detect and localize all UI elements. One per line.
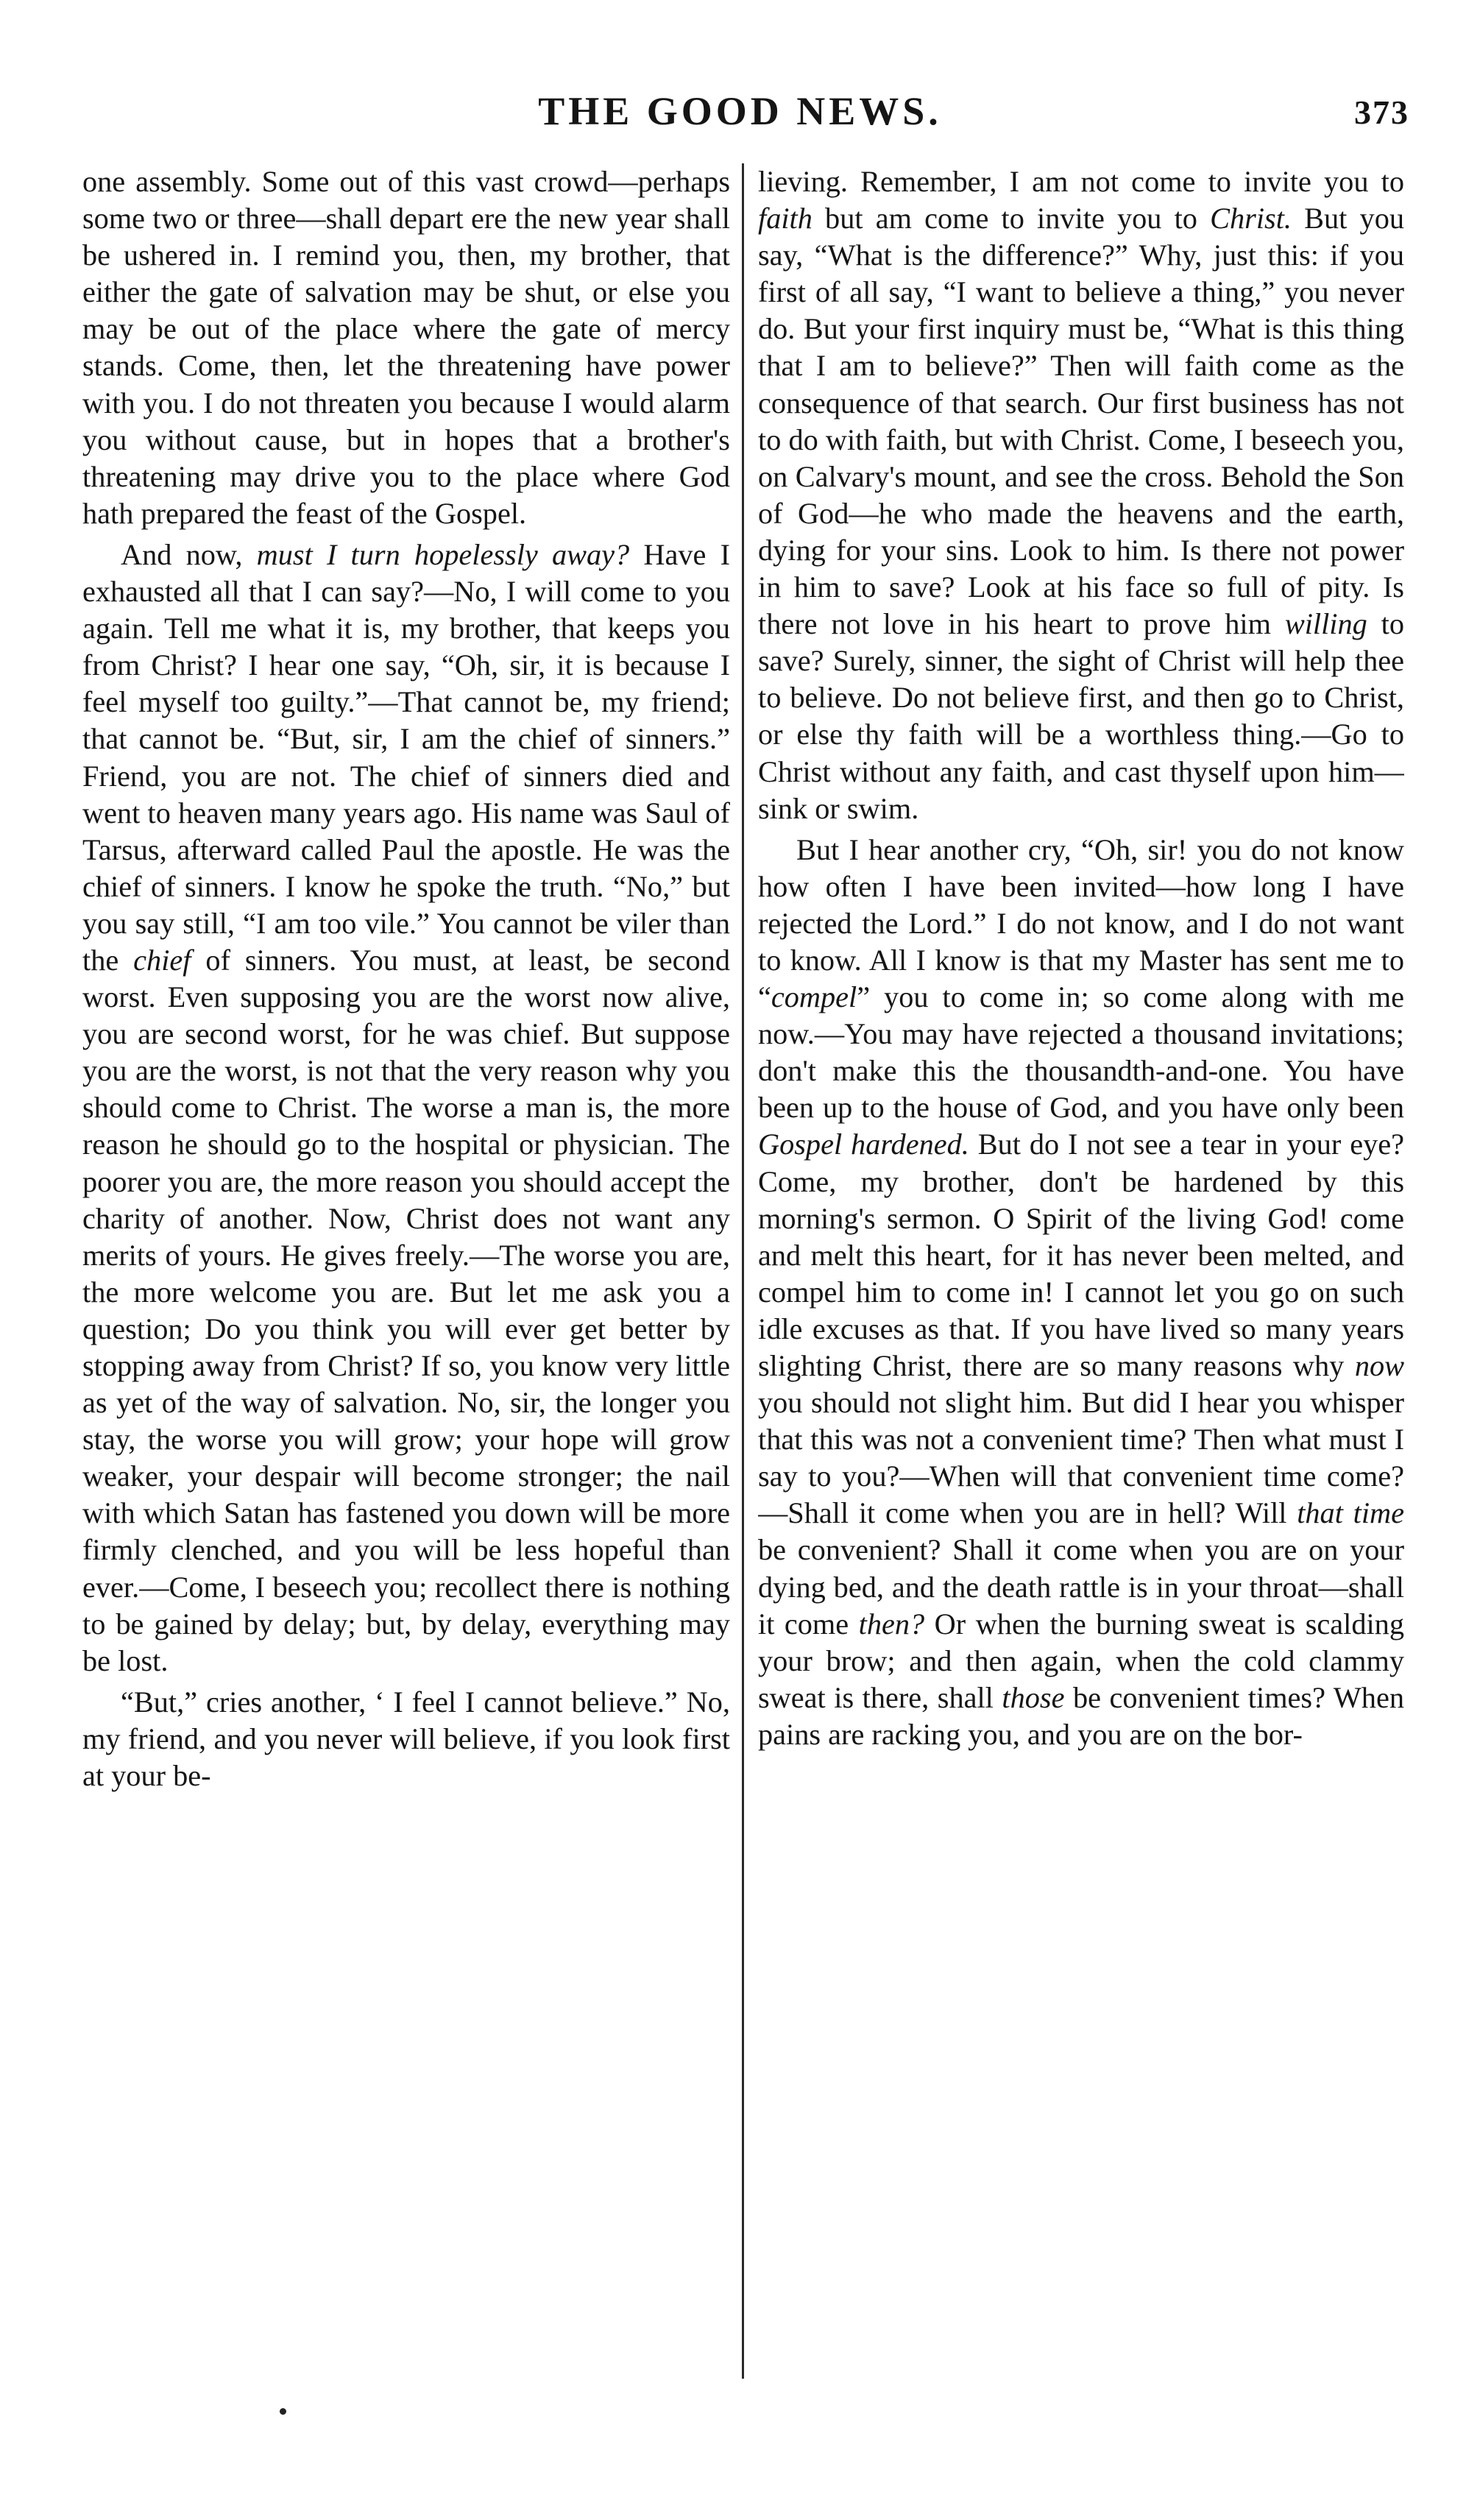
left-column	[82, 163, 730, 2415]
paragraph-text: be convenient times? When pains are racking you, and you are on the bor-	[758, 1680, 1404, 1751]
paragraph	[758, 163, 1404, 827]
italic-text: that time	[1297, 1496, 1404, 1530]
paragraph-text: lieving. Remember, I am not come to invite you to	[758, 165, 1404, 198]
paragraph-text: But I hear another cry, “Oh, sir! you do not know how often I have been invited—how long I have rejected the Lord.” I do not know, and I do not want to know. All I know is that my Master has sent me to “	[758, 832, 1404, 1014]
right-column	[758, 163, 1404, 2415]
italic-text: must I turn hopelessly away?	[256, 537, 630, 571]
italic-text: then?	[858, 1607, 925, 1641]
italic-text: faith	[758, 202, 812, 236]
paragraph	[758, 832, 1404, 1753]
paragraph-text: ” you to come in; so come along with me now.—You may have rejected a thousand invitations; don't make this the thousandth-and-one. You have been up to the house of God, and you have only been	[758, 980, 1404, 1125]
column-divider	[742, 163, 744, 2379]
paragraph-text: Have I exhausted all that I can say?—No, I will come to you again. Tell me what it is, my brother, that keeps you from Christ? I hear one say, “Oh, sir, it is because I feel myself too guilty.”—That cannot be, my friend; that cannot be. “But, sir, I am the chief of sinners.” Friend, you are not. The chief of sinners died and went to heaven many years ago. His name was Saul of Tarsus, afterward called Paul the apostle. He was the chief of sinners. I know he spoke the truth. “No,” but you say still, “I am too vile.” You cannot be viler than the	[82, 537, 730, 977]
italic-text: those	[1002, 1680, 1065, 1714]
italic-text: chief	[133, 943, 191, 977]
paragraph-text: to save? Surely, sinner, the sight of Christ will help thee to believe. Do not believe first, and then go to Christ, or else thy faith will be a worthless thing.—Go to Christ without any faith, and cast thyself upon him—sink or swim.	[758, 607, 1404, 825]
italic-text: compel	[771, 980, 857, 1014]
italic-text: Christ.	[1210, 202, 1292, 236]
page-number: 373	[1354, 93, 1409, 131]
paragraph-text: “But,” cries another, ‘ I feel I cannot believe.” No, my friend, and you never will believe, if you look first at your be-	[82, 1685, 730, 1793]
paragraph-text: But do I not see a tear in your eye? Come, my brother, don't be hardened by this morning's sermon. O Spirit of the living God! come and melt this heart, for it has never been melted, and compel him to come in! I cannot let you go on such idle excuses as that. If you have lived so many years slighting Christ, there are so many reasons why	[758, 1128, 1404, 1382]
italic-text: now	[1354, 1349, 1404, 1382]
paragraph	[82, 1684, 730, 1794]
page-header	[0, 88, 1480, 147]
paragraph	[82, 163, 730, 532]
printer-mark-dot	[280, 2408, 286, 2415]
paragraph-text: Or when the burning sweat is scalding your brow; and then again, when the cold clammy sweat is there, shall	[758, 1607, 1404, 1714]
italic-text: Gospel hardened.	[758, 1128, 969, 1161]
paragraph-text: one assembly. Some out of this vast crowd—perhaps some two or three—shall depart ere the new year shall be ushered in. I remind you, then, my brother, that either the gate of salvation may be shut, or else you may be out of the place where the gate of mercy stands. Come, then, let the threatening have power with you. I do not threaten you because I would alarm you without cause, but in hopes that a brother's threatening may drive you to the place where God hath prepared the feast of the Gospel.	[82, 165, 730, 530]
running-title: THE GOOD NEWS.	[538, 89, 942, 133]
paragraph	[82, 537, 730, 1680]
paragraph-text: And now,	[121, 537, 257, 571]
paragraph-text: be convenient? Shall it come when you are on your dying bed, and the death rattle is in your throat—shall it come	[758, 1533, 1404, 1641]
paragraph-text: But you say, “What is the difference?” Why, just this: if you first of all say, “I want to believe a thing,” you never do. But your first inquiry must be, “What is this thing that I am to believe?” Then will faith come as the consequence of that search. Our first business has not to do with faith, but with Christ. Come, I beseech you, on Calvary's mount, and see the cross. Behold the Son of God—he who made the heavens and the earth, dying for your sins. Look to him. Is there not power in him to save? Look at his face so full of pity. Is there not love in his heart to prove him	[758, 202, 1404, 641]
paragraph-text: you should not slight him. But did I hear you whisper that this was not a convenient time? Then what must I say to you?—When will that convenient time come?—Shall it come when you are in hell? Will	[758, 1386, 1404, 1530]
paragraph-text: but am come to invite you to	[812, 202, 1211, 236]
paragraph-text: of sinners. You must, at least, be second worst. Even supposing you are the worst now alive, you are second worst, for he was chief. But suppose you are the worst, is not that the very reason why you should come to Christ. The worse a man is, the more reason he should go to the hospital or physician. The poorer you are, the more reason you should accept the charity of another. Now, Christ does not want any merits of yours. He gives freely.—The worse you are, the more welcome you are. But let me ask you a question; Do you think you will ever get better by stopping away from Christ? If so, you know very little as yet of the way of salvation. No, sir, the longer you stay, the worse you will grow; your hope will grow weaker, your despair will become stronger; the nail with which Satan has fastened you down will be more firmly clenched, and you will be less hopeful than ever.—Come, I beseech you; recollect there is nothing to be gained by delay; but, by delay, everything may be lost.	[82, 943, 730, 1677]
italic-text: willing	[1284, 607, 1367, 641]
